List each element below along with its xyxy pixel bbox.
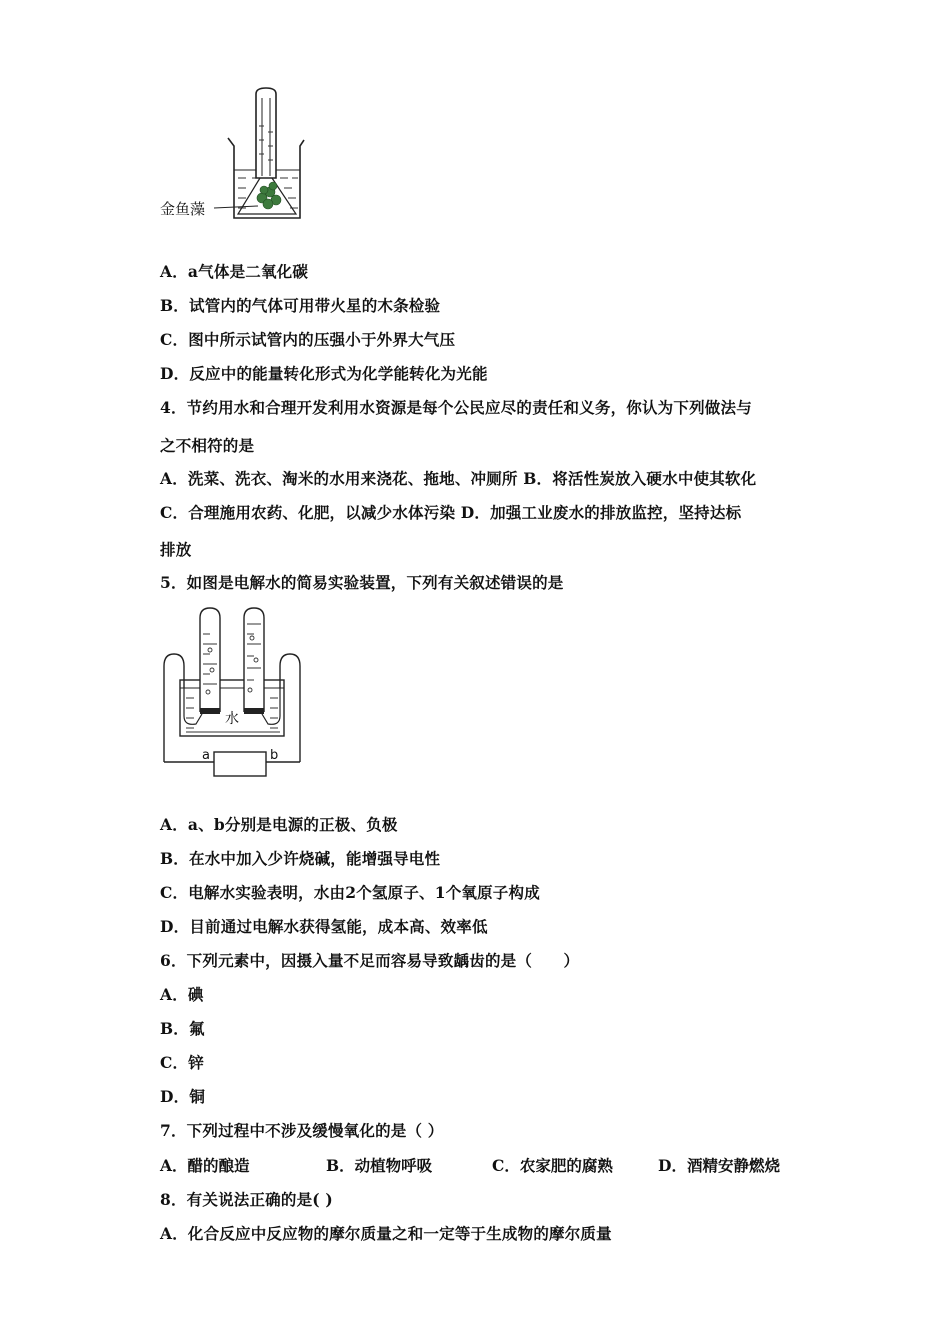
q8-stem: 8．有关说法正确的是( ) bbox=[160, 1190, 333, 1209]
q3-option-b: B．试管内的气体可用带火星的木条检验 bbox=[160, 296, 441, 315]
q3-option-a: A．a气体是二氧化碳 bbox=[160, 262, 309, 281]
q6-option-b: B．氟 bbox=[160, 1019, 205, 1038]
q7-option-a: A．醋的酿造 bbox=[160, 1156, 250, 1175]
q4-options-line3: 排放 bbox=[160, 540, 192, 559]
q4-stem-line1: 4．节约用水和合理开发利用水资源是每个公民应尽的责任和义务，你认为下列做法与 bbox=[160, 398, 752, 417]
q5-option-c: C．电解水实验表明，水由2个氢原子、1个氧原子构成 bbox=[160, 883, 540, 902]
figure1-label: 金鱼藻 bbox=[160, 200, 206, 218]
q4-options-line2: C．合理施用农药、化肥，以减少水体污染 D．加强工业废水的排放监控，坚持达标 bbox=[160, 503, 742, 522]
electrolysis-apparatus-figure bbox=[160, 604, 310, 784]
q5-stem: 5．如图是电解水的简易实验装置，下列有关叙述错误的是 bbox=[160, 573, 564, 592]
q6-stem: 6．下列元素中，因摄入量不足而容易导致龋齿的是（ ） bbox=[160, 951, 580, 970]
q3-option-c: C．图中所示试管内的压强小于外界大气压 bbox=[160, 330, 456, 349]
q6-option-a: A．碘 bbox=[160, 985, 204, 1004]
q7-option-d: D．酒精安静燃烧 bbox=[658, 1156, 780, 1175]
q5-option-b: B．在水中加入少许烧碱，能增强导电性 bbox=[160, 849, 441, 868]
q6-option-d: D．铜 bbox=[160, 1087, 206, 1106]
q7-option-b: B．动植物呼吸 bbox=[326, 1156, 433, 1175]
electrode-b-label: b bbox=[270, 748, 279, 763]
q7-option-c: C．农家肥的腐熟 bbox=[492, 1156, 613, 1175]
q3-option-d: D．反应中的能量转化形式为化学能转化为光能 bbox=[160, 364, 488, 383]
q6-option-c: C．锌 bbox=[160, 1053, 204, 1072]
q5-option-a: A．a、b分别是电源的正极、负极 bbox=[160, 815, 398, 834]
q4-options-line1: A．洗菜、洗衣、淘米的水用来浇花、拖地、冲厕所 B．将活性炭放入硬水中使其软化 bbox=[160, 469, 757, 488]
electrolysis-water-label: 水 bbox=[225, 711, 239, 727]
electrode-a-label: a bbox=[202, 748, 210, 763]
q8-option-a: A．化合反应中反应物的摩尔质量之和一定等于生成物的摩尔质量 bbox=[160, 1224, 612, 1243]
q5-option-d: D．目前通过电解水获得氢能，成本高、效率低 bbox=[160, 917, 488, 936]
q7-stem: 7．下列过程中不涉及缓慢氧化的是（ ） bbox=[160, 1121, 444, 1140]
q4-stem-line2: 之不相符的是 bbox=[160, 436, 255, 455]
